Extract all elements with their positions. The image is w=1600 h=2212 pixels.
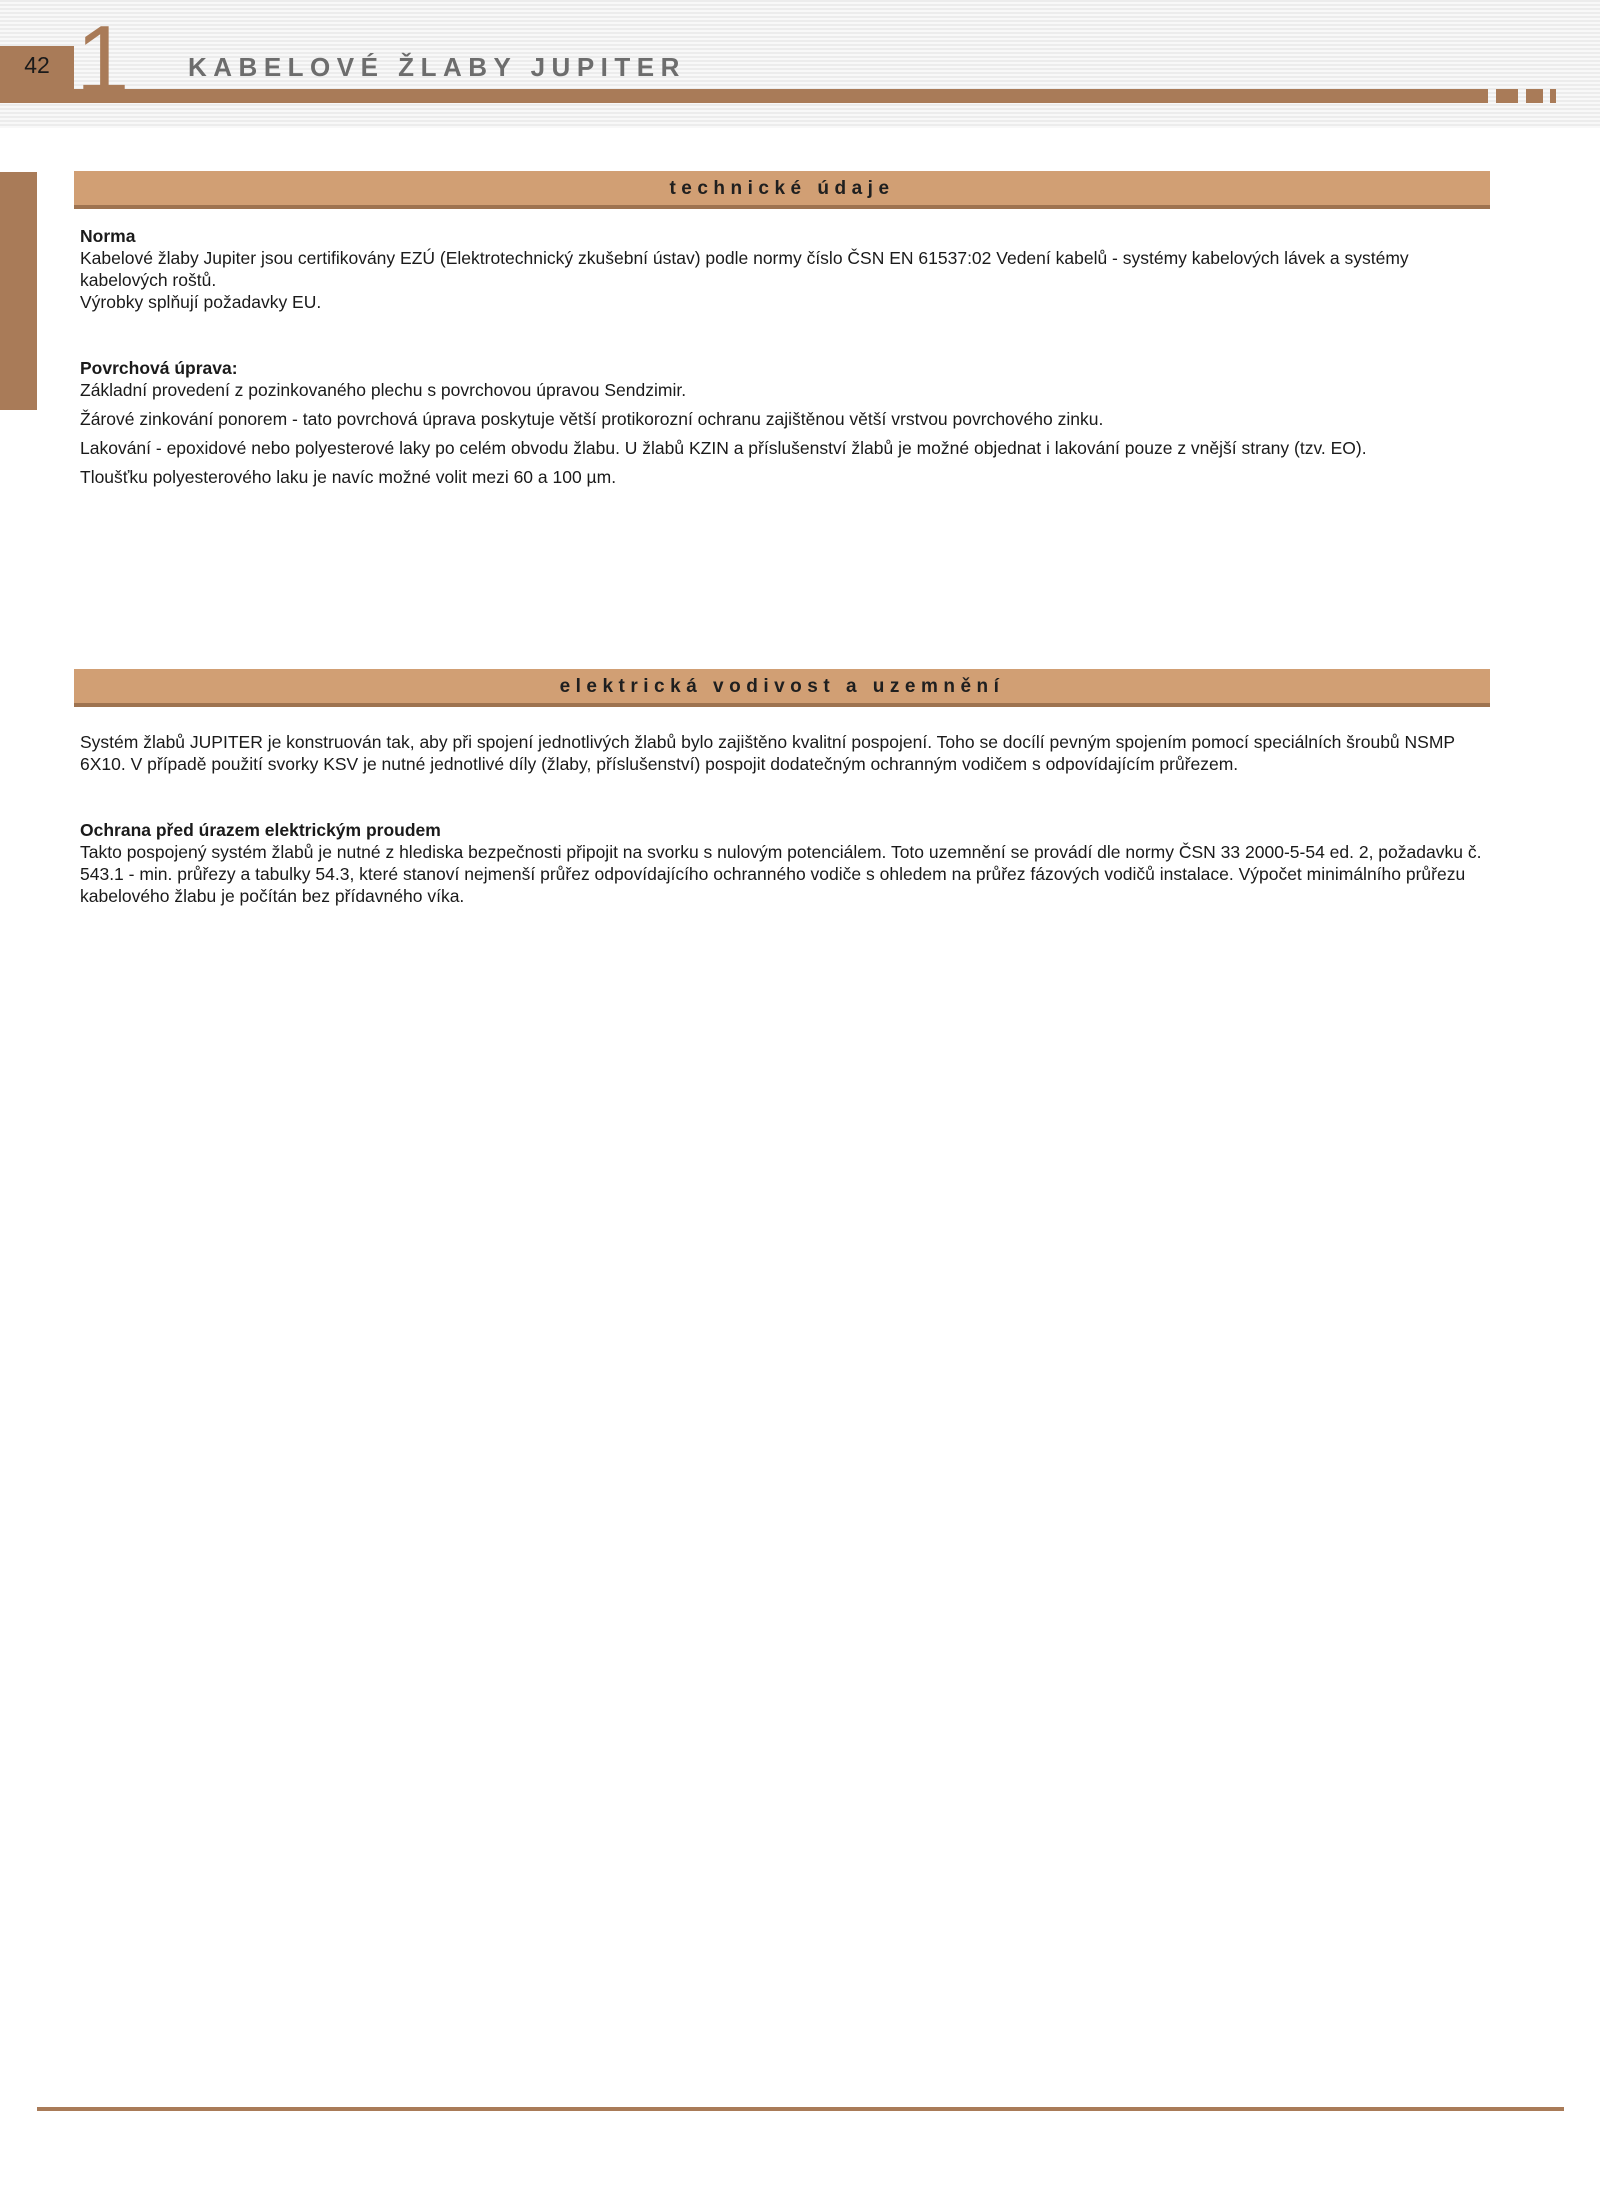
- header-decor-square: [1526, 89, 1543, 103]
- surface-text-3: Lakování - epoxidové nebo polyesterové laky po celém obvodu žlabu. U žlabů KZIN a příslušenství žlabů je možné objednat i lakování pouze z vnější strany (tzv. EO).: [80, 438, 1367, 458]
- footer-rule: [37, 2107, 1564, 2111]
- chapter-number: 1: [76, 6, 130, 113]
- surface-block: [80, 357, 1490, 488]
- header-decor-square: [1550, 89, 1556, 103]
- surface-text-1: Základní provedení z pozinkovaného plechu s povrchovou úpravou Sendzimir.: [80, 380, 687, 400]
- norma-text: Kabelové žlaby Jupiter jsou certifikovány EZÚ (Elektrotechnický zkušební ústav) podle normy číslo ČSN EN 61537:02 Vedení kabelů - systémy kabelových lávek a systémy kabelových roštů.: [80, 248, 1409, 290]
- protection-block: [80, 819, 1490, 907]
- page-title: KABELOVÉ ŽLABY JUPITER: [188, 52, 686, 82]
- page-number: 42: [24, 52, 50, 78]
- header-rule: [0, 89, 1488, 103]
- section-header-technical: [74, 171, 1490, 209]
- section-title: elektrická vodivost a uzemnění: [559, 676, 1005, 697]
- section-title: technické údaje: [669, 178, 895, 199]
- protection-heading: Ochrana před úrazem elektrickým proudem: [80, 820, 441, 840]
- electrical-intro-text: Systém žlabů JUPITER je konstruován tak, aby při spojení jednotlivých žlabů bylo zajištěno kvalitní pospojení. Toho se docílí pevným spojením pomocí speciálních šroubů NSMP 6X10. V případě použití svorky KSV je nutné jednotlivé díly (žlaby, příslušenství) pospojit dodatečným ochranným vodičem s odpovídajícím průřezem.: [80, 732, 1455, 774]
- protection-text: Takto pospojený systém žlabů je nutné z hlediska bezpečnosti připojit na svorku s nulovým potenciálem. Toto uzemnění se provádí dle normy ČSN 33 2000-5-54 ed. 2, požadavku č. 543.1 - min. průřezy a tabulky 54.3, které stanoví nejmenší průřez odpovídajícího ochranného vodiče s ohledem na průřez fázových vodičů instalace. Výpočet minimálního průřezu kabelového žlabu je počítán bez přídavného víka.: [80, 842, 1482, 906]
- section-header-electrical: [74, 669, 1490, 707]
- electrical-intro-block: [80, 731, 1490, 775]
- norma-block: [80, 225, 1490, 313]
- norma-heading: Norma: [80, 226, 136, 246]
- surface-heading: Povrchová úprava:: [80, 358, 238, 378]
- header-decor-square: [1496, 89, 1518, 103]
- surface-text-2: Žárové zinkování ponorem - tato povrchová úprava poskytuje větší protikorozní ochranu zajištěnou větší vrstvou povrchového zinku.: [80, 409, 1104, 429]
- side-accent-bar: [0, 172, 37, 410]
- surface-text-4: Tloušťku polyesterového laku je navíc možné volit mezi 60 a 100 µm.: [80, 467, 617, 487]
- norma-eu-text: Výrobky splňují požadavky EU.: [80, 292, 322, 312]
